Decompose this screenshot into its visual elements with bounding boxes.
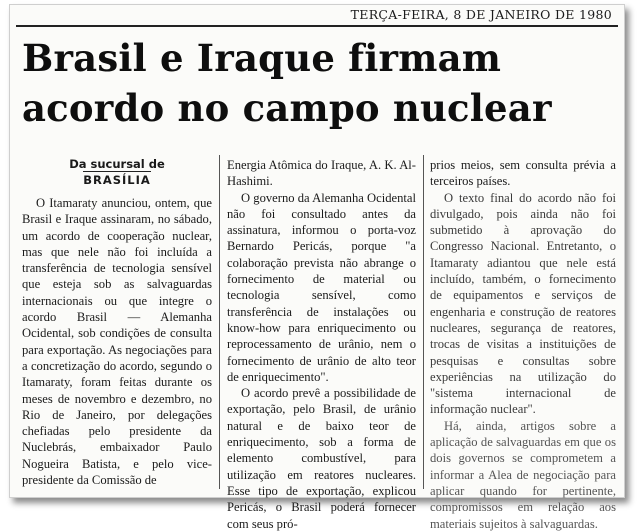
newspaper-clipping — [9, 4, 625, 531]
byline-line-2: BRASÍLIA — [83, 173, 151, 187]
column-divider-1 — [219, 155, 220, 489]
paragraph-continued: prios meios, sem consulta prévia a terceiros países. — [430, 158, 616, 189]
paragraph: O texto final do acordo não foi divulgado, pois ainda não foi submetido à aprovação do Congresso Nacional. Entretanto, o Itamaraty adiantou que nele está incluído, também, o fornecimento de equipamentos e serviços de engenharia e construção de reatores nucleares, segurança de reatores, trocas de visitas a instituições de pesquisas e consultas sobre experiências na utilização do "sistema internacional de informação nuclear". — [430, 190, 616, 417]
paragraph: O governo da Alemanha Ocidental não foi consultado antes da assinatura, informou o porta-voz Bernardo Pericás, porque "a colaboração prevista não abrange o fornecimento de material ou tecnologia sensível, como transferência de instalações ou know-how para enriquecimento ou reprocessamento de urânio, nem o fornecimento de urânio de alto teor de enriquecimento". — [227, 190, 416, 384]
paragraph: O acordo prevê a possibilidade de exportação, pelo Brasil, de urânio natural e de baixo teor de enriquecimento, sob a forma de elemento combustível, para utilização em reatores nucleares. Esse tipo de exportação, explicou Pericás, o Brasil poderá fornecer com seus pró- — [227, 386, 416, 531]
byline-line-1: Da sucursal de — [69, 157, 165, 171]
article-column-3 — [430, 157, 616, 532]
article-column-2 — [227, 157, 416, 532]
article-column-1 — [22, 157, 212, 488]
headline: Brasil e Iraque firmam acordo no campo nuclear — [22, 36, 552, 130]
dateline: TERÇA-FEIRA, 8 DE JANEIRO DE 1980 — [350, 7, 612, 22]
paragraph: O Itamaraty anunciou, ontem, que Brasil e Iraque assinaram, no sábado, um acordo de cooperação nuclear, mas que nele não foi incluída a transferência de tecnologia sensível que esteja sob as salvaguardas internacionais ou que integre o acordo Brasil — Alemanha Ocidental, sob condições de consulta para exportação. As negociações para a concretização do acordo, segundo o Itamaraty, foram feitas durante os meses de novembro e dezembro, no Rio de Janeiro, por delegações chefiadas pelo presidente da Nuclebrás, embaixador Paulo Nogueira Batista, e pelo vice-presidente da Comissão de — [22, 196, 212, 488]
byline — [22, 157, 212, 187]
paragraph-continued: Energia Atômica do Iraque, A. K. Al-Hashimi. — [227, 158, 416, 189]
top-rule — [16, 25, 618, 27]
column-divider-2 — [423, 155, 424, 489]
paragraph: Há, ainda, artigos sobre a aplicação de salvaguardas em que os dois governos se comprometem a informar a Alea de negociação para aplicar quando for pertinente, compromissos em relação aos materiais sujeitos à salvaguardas. — [430, 418, 616, 531]
